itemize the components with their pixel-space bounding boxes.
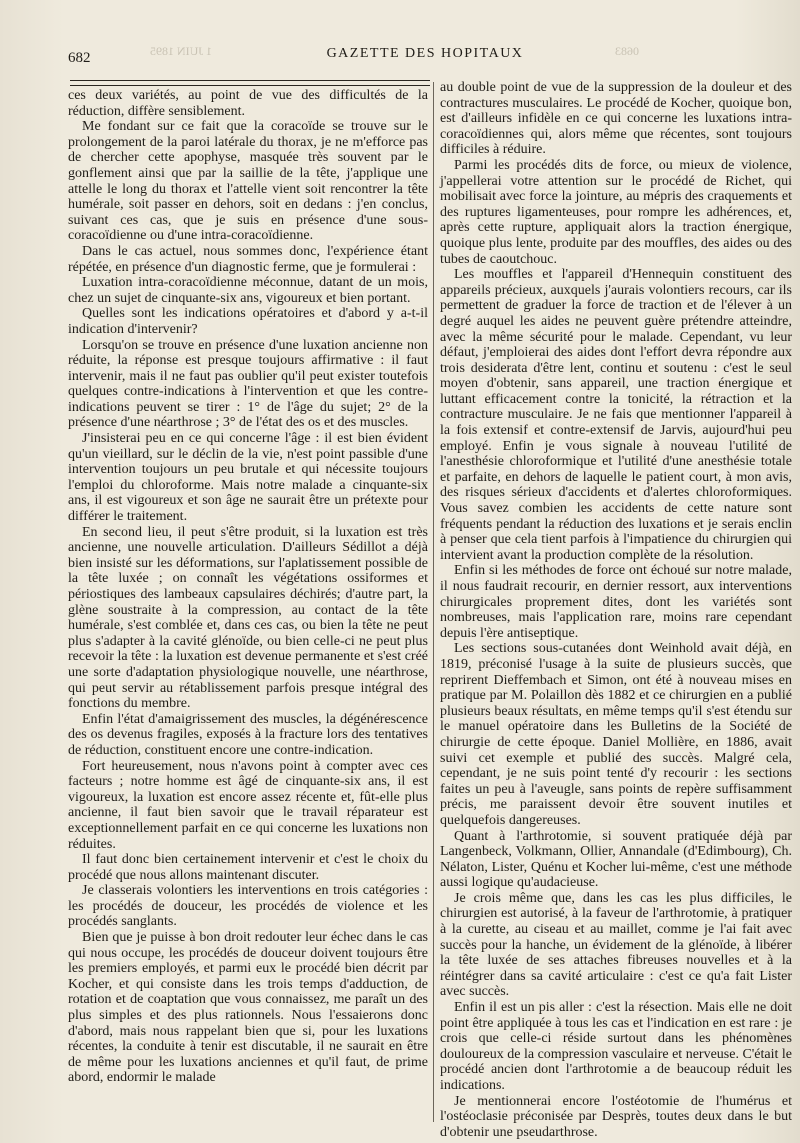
column-divider: [433, 82, 434, 1122]
paragraph: Enfin si les méthodes de force ont échoué sur notre malade, il nous faudrait recourir, en dernier ressort, aux interventions chirurgicales proprement dites, dont les variétés sont nombreuses, mais l'application rare, moins rare cependant depuis l'ère antiseptique.: [440, 563, 792, 641]
paragraph: Lorsqu'on se trouve en présence d'une luxation ancienne non réduite, la réponse est presque toujours affirmative : il faut intervenir, mais il ne faut pas oublier qu'il peut exister toutefois quelques contre-indications à l'intervention et que les contre-indications peuvent se tirer : 1° de l'âge du sujet; 2° de la présence d'une néarthrose ; 3° de l'état des os et des muscles.: [68, 337, 428, 431]
paragraph: ces deux variétés, au point de vue des difficultés de la réduction, diffère sensiblement.: [68, 88, 428, 119]
show-through-page-number: 0683: [615, 44, 639, 58]
paragraph: au double point de vue de la suppression de la douleur et des contractures musculaires. Le procédé de Kocher, quoique bon, est d'ailleurs infidèle en ce qui concerne les luxations intra-coracoïdiennes qui, alors même que récentes, sont toujours difficiles à réduire.: [440, 80, 792, 158]
paragraph: Il faut donc bien certainement intervenir et c'est le choix du procédé que nous allons maintenant discuter.: [68, 852, 428, 883]
paragraph: Fort heureusement, nous n'avons point à compter avec ces facteurs ; notre homme est âgé de cinquante-six ans, il est vigoureux, la luxation est encore assez récente et, fût-elle plus ancienne, il faut bien savoir que le travail réparateur est exceptionnellement parfait en ce qui concerne les luxations non réduites.: [68, 758, 428, 852]
paragraph: Enfin il est un pis aller : c'est la résection. Mais elle ne doit point être appliquée à tous les cas et l'indication en est rare : je crois que celle-ci réside surtout dans les phénomènes douloureux de la compression vasculaire et nerveuse. C'était le procédé ancien dont l'arthrotomie a de beaucoup réduit les indications.: [440, 1000, 793, 1093]
paragraph: J'insisterai peu en ce qui concerne l'âge : il est bien évident qu'un vieillard, sur le déclin de la vie, n'est point passible d'une intervention toujours un peu brutale et qui nécessite toujours l'emploi du chloroforme. Mais notre malade a cinquante-six ans, il est vigoureux et son âge ne saurait être un prétexte pour différer le traitement.: [68, 431, 428, 525]
left-column: [68, 80, 428, 1130]
paragraph: Parmi les procédés dits de force, ou mieux de violence, j'appellerai votre attention sur le procédé de Richet, qui mobilisait avec force la jointure, au mépris des craquements et des ruptures ligamenteuses, pour rompre les adhérences, et, après cette rupture, appliquait alors la traction énergique, quoique plus lente, produite par des mouffles, des aides ou des tubes de caoutchouc.: [440, 157, 792, 267]
page-header: [60, 44, 790, 68]
paragraph: Enfin l'état d'amaigrissement des muscles, la dégénérescence des os devenus fragiles, exposés à la fracture lors des tentatives de réduction, constituent encore une contre-indication.: [68, 711, 428, 758]
page-number: 682: [68, 50, 91, 66]
paragraph: Je classerais volontiers les interventions en trois catégories : les procédés de douceur, les procédés de violence et les procédés sanglants.: [68, 883, 428, 930]
right-column: [440, 80, 793, 1140]
paragraph: Bien que je puisse à bon droit redouter leur échec dans le cas qui nous occupe, les procédés de douceur doivent toujours être les premiers employés, et parmi eux le procédé bien décrit par Kocher, et qui consiste dans les trois temps d'adduction, de rotation et de coaptation que vous connaissez, me paraît un des plus simples et des plus rationnels. Nous l'essaierons donc d'abord, mais nous rappelant bien que si, pour les luxations récentes, la conduite à tenir est discutable, il ne saurait en être de même pour les luxations anciennes et qu'il faut, de prime abord, endormir le malade: [68, 930, 428, 1086]
journal-title: GAZETTE DES HOPITAUX: [326, 46, 524, 61]
paragraph: Je crois même que, dans les cas les plus difficiles, le chirurgien est autorisé, à la faveur de l'arthrotomie, à pratiquer à la curette, au ciseau et au maillet, comme je l'ai fait avec succès pour la hanche, un évidement de la glénoïde, à libérer la tête luxée de ses attaches fibreuses nouvelles et à la réintégrer dans sa cavité articulaire : c'est ce qu'a fait Lister avec succès.: [440, 890, 792, 1000]
paragraph: Quelles sont les indications opératoires et d'abord y a-t-il indication d'intervenir?: [68, 306, 428, 337]
paragraph: En second lieu, il peut s'être produit, si la luxation est très ancienne, une nouvelle articulation. D'ailleurs Sédillot a déjà bien insisté sur les déformations, sur l'aplatissement possible de la tête luxée ; on connaît les végétations ossiformes et périostiques des lambeaux capsulaires déchirés; d'autre part, la glène soustraite à la compression, au contact de la tête humérale, s'est comblée et, dans ces cas, ou bien la tête ne peut plus s'adapter à la cavité glénoïde, ou bien celle-ci ne peut plus recevoir la tête : la luxation est devenue permanente et s'est créé une sorte d'adaptation physiologique nouvelle, une néarthrose, qui peut servir au rétablissement parfois presque intégral des fonctions du membre.: [68, 524, 428, 712]
paragraph: Luxation intra-coracoïdienne méconnue, datant de un mois, chez un sujet de cinquante-six ans, vigoureux et bien portant.: [68, 275, 428, 306]
paragraph: Les mouffles et l'appareil d'Hennequin constituent des appareils précieux, auxquels j'aurais volontiers recours, car ils permettent de graduer la force de traction et de l'élever à un degré auquel les aides ne peuvent guère prétendre atteindre, avec la même sécurité pour le malade. Cependant, vu leur défaut, j'emploierai des aides dont l'effort devra répondre aux trois desiderata d'être lent, continu et soutenu : c'est le seul moyen d'obtenir, sans appareil, une traction énergique et luttant efficacement contre la tonicité, la rétraction et la contracture musculaire. Je ne fais que mentionner l'appareil à la fois extensif et contre-extensif de Jarvis, aujourd'hui peu employé. Enfin je vous signale à nouveau l'utilité de l'anesthésie chloroformique et l'utilité d'une anesthésie totale et parfaite, en dehors de laquelle le patient court, à mon avis, des risques sérieux d'accidents et d'alertes chloroformiques. Vous savez combien les accidents de cette nature sont fréquents pendant la réduction des luxations et je serais enclin à penser que cela tient parfois à l'impatience du chirurgien qui intervient avant la production complète de la résolution.: [440, 267, 792, 563]
paragraph: Je mentionnerai encore l'ostéotomie de l'humérus et l'ostéoclasie préconisée par Desprès, toutes deux dans le but d'obtenir une pseudarthrose.: [440, 1093, 792, 1140]
show-through-date: 1 JUIN 1895: [150, 44, 212, 58]
paragraph: Me fondant sur ce fait que la coracoïde se trouve sur le prolongement de la paroi latérale du thorax, je ne m'efforce pas de chercher cette apophyse, masquée très souvent par le gonflement ainsi que par la saillie de la tête, j'applique une attelle le long du thorax et l'attelle vient soit rencontrer la tête humérale, soit passer en dehors, soit en dedans : j'en conclus, suivant ces cas, que je suis en présence d'une sous-coracoïdienne ou d'une intra-coracoïdienne.: [68, 119, 428, 244]
paragraph: Les sections sous-cutanées dont Weinhold avait déjà, en 1819, préconisé l'usage à la suite de plusieurs succès, que reprirent Dieffembach et Simon, ont été à nouveau mises en pratique par M. Polaillon dès 1882 et ce chirurgien en a publié plusieurs beaux résultats, en même temps qu'il s'est étendu sur le manuel opératoire dans les Bulletins de la Société de chirurgie de cette époque. Daniel Mollière, en 1886, avait suivi cet exemple et publié des succès. Malgré cela, cependant, je ne suis point tenté d'y recourir : les sections faites un peu à l'aveugle, sans points de repère suffisamment précis, me paraissent devoir être souvent inutiles et quelquefois dangereuses.: [440, 641, 792, 828]
paragraph: Dans le cas actuel, nous sommes donc, l'expérience étant répétée, en présence d'un diagnostic ferme, que je formulerai :: [68, 243, 428, 275]
paragraph: Quant à l'arthrotomie, si souvent pratiquée déjà par Langenbeck, Volkmann, Ollier, Annandale (d'Edimbourg), Ch. Nélaton, Lister, Quénu et Kocher lui-même, c'est une méthode aussi logique qu'audacieuse.: [440, 828, 792, 891]
